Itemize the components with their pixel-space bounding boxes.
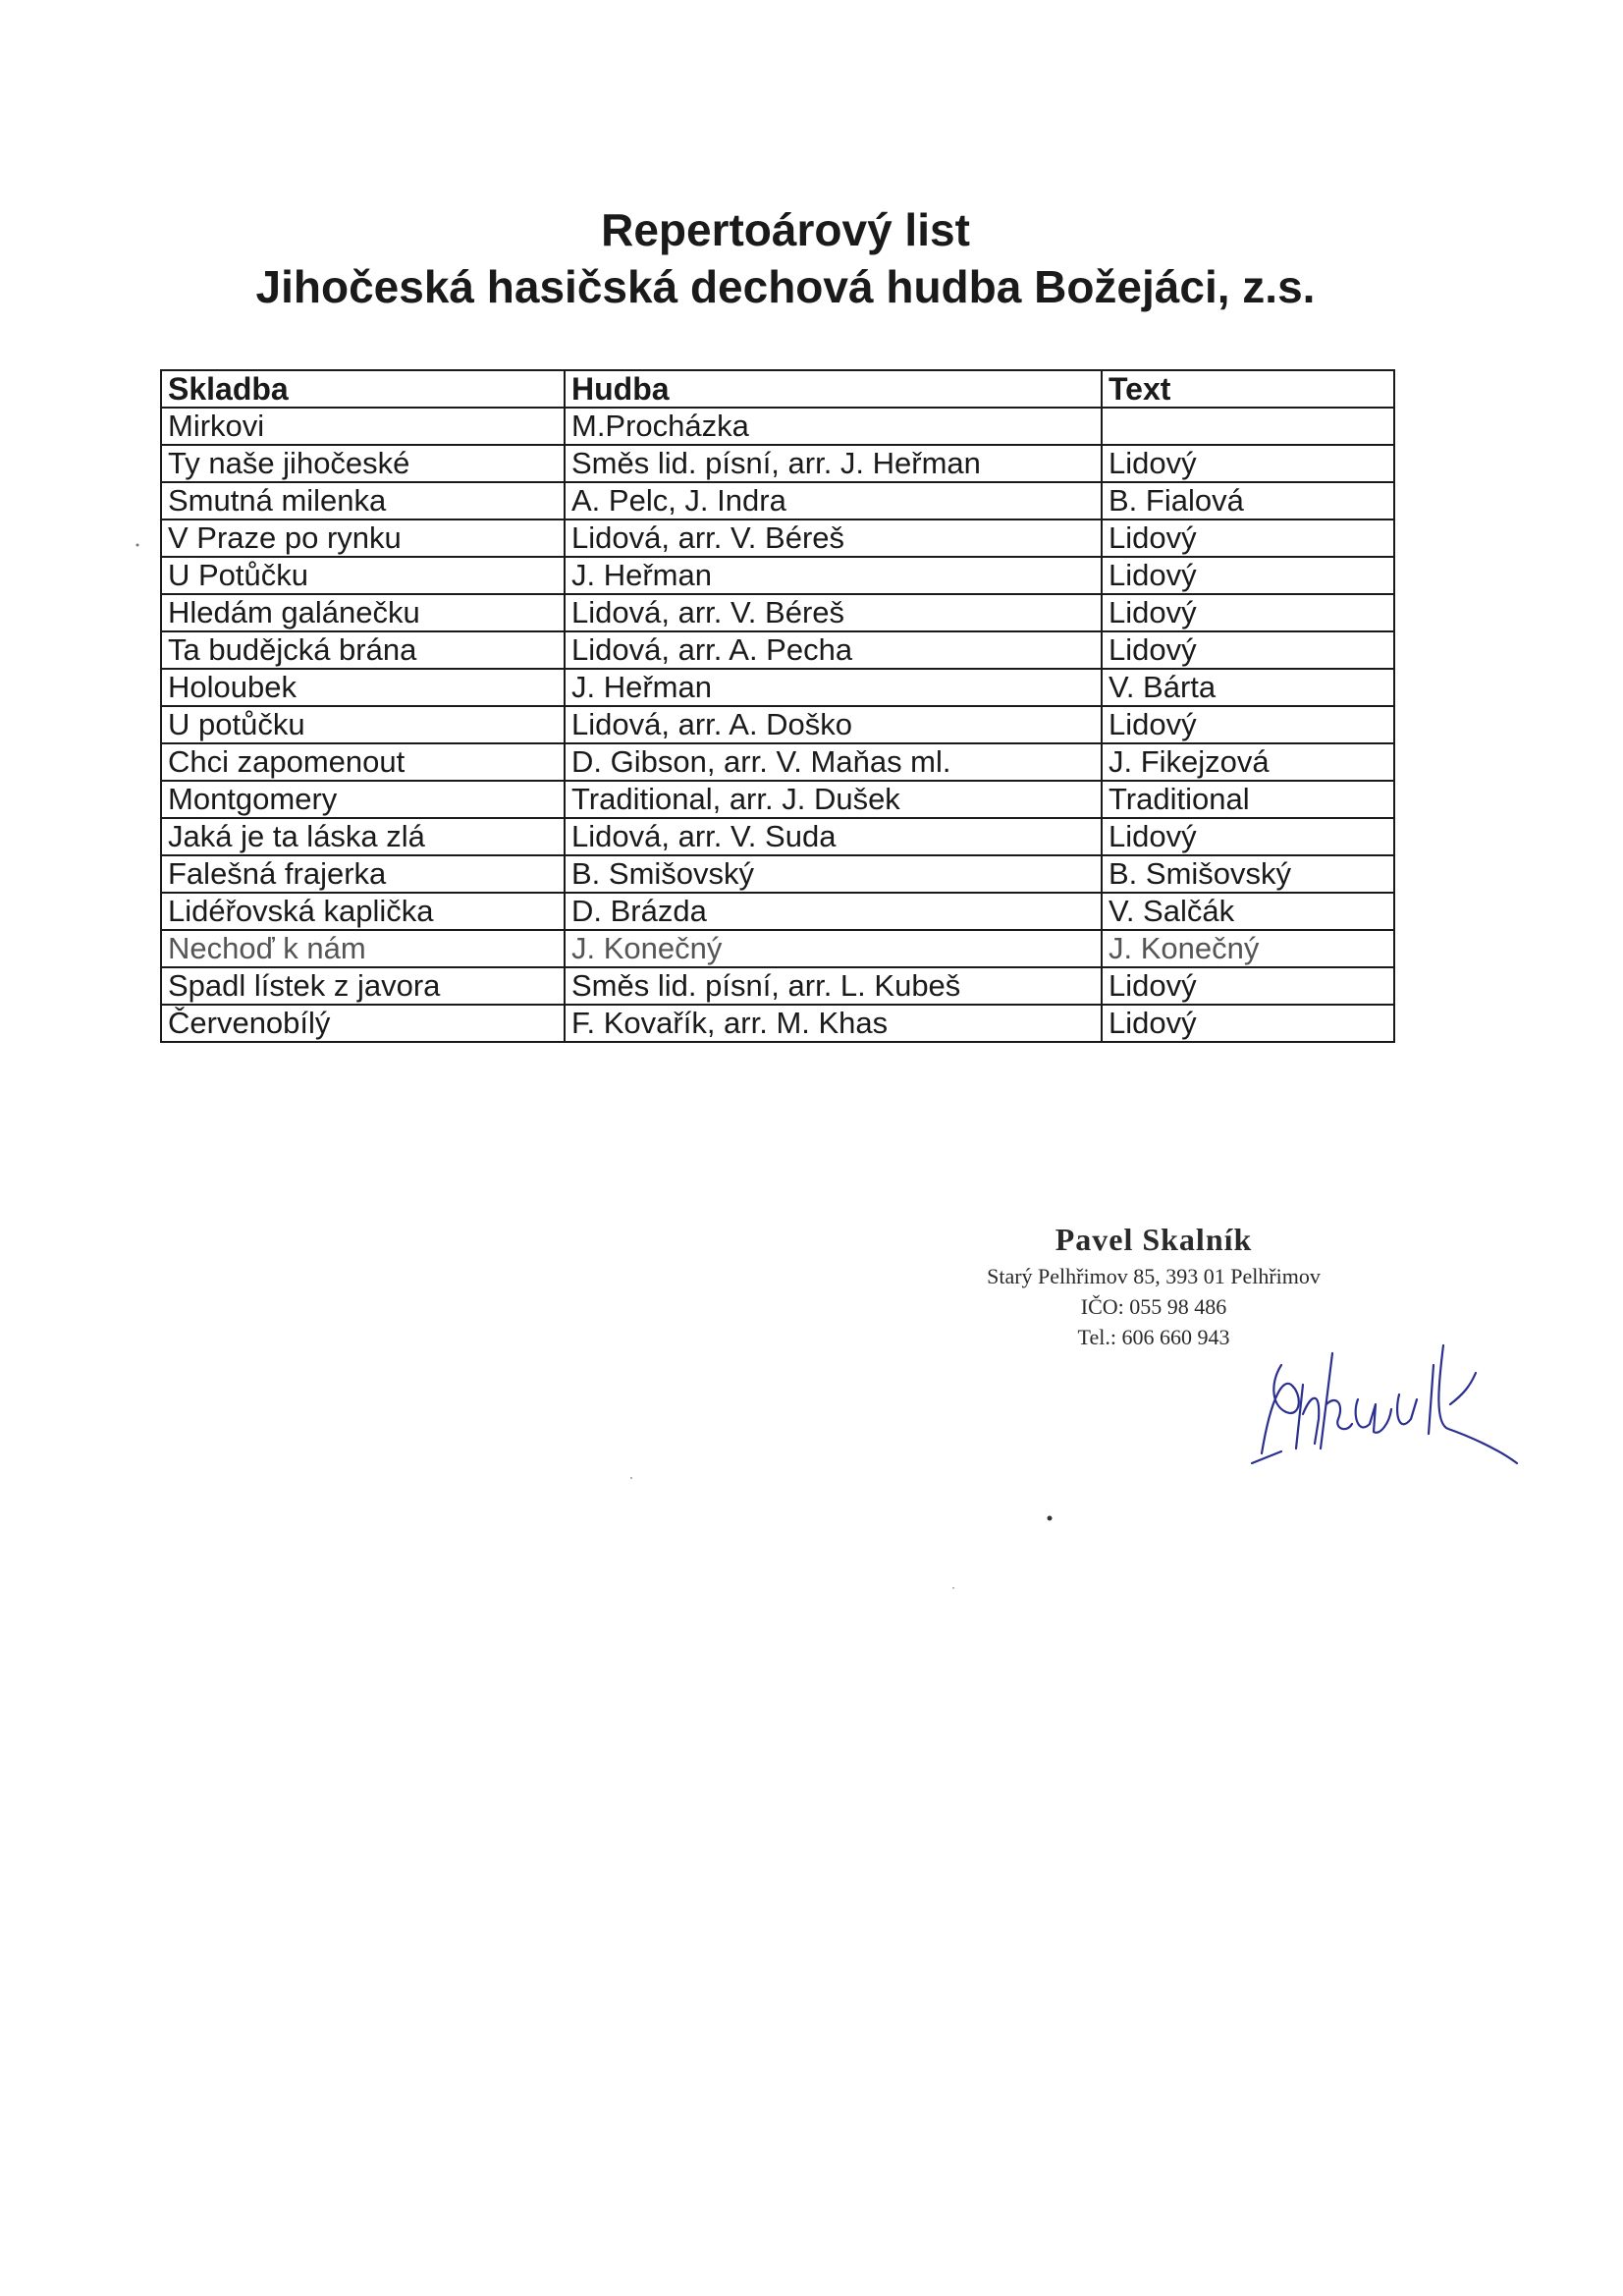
cell-skladba: Červenobílý	[161, 1005, 565, 1042]
cell-skladba: Mirkovi	[161, 408, 565, 445]
table-row	[161, 1005, 1394, 1042]
contact-address: Starý Pelhřimov 85, 393 01 Pelhřimov	[987, 1264, 1321, 1288]
table-row	[161, 967, 1394, 1005]
repertoire-table	[160, 369, 1395, 1043]
cell-hudba: D. Brázda	[565, 893, 1102, 930]
cell-text: Lidový	[1102, 445, 1394, 482]
cell-text: Lidový	[1102, 706, 1394, 743]
document-title	[0, 201, 1571, 315]
table-row	[161, 519, 1394, 557]
cell-skladba: Nechoď k nám	[161, 930, 565, 967]
cell-hudba: A. Pelc, J. Indra	[565, 482, 1102, 519]
cell-skladba: Montgomery	[161, 781, 565, 818]
cell-hudba: J. Heřman	[565, 557, 1102, 594]
handwritten-signature	[1242, 1326, 1537, 1473]
table-row	[161, 408, 1394, 445]
table-row	[161, 669, 1394, 706]
header-hudba: Hudba	[565, 370, 1102, 408]
cell-text: Lidový	[1102, 1005, 1394, 1042]
cell-text: Lidový	[1102, 519, 1394, 557]
cell-hudba: Lidová, arr. V. Suda	[565, 818, 1102, 855]
table-row	[161, 930, 1394, 967]
cell-skladba: Smutná milenka	[161, 482, 565, 519]
table-row	[161, 743, 1394, 781]
cell-skladba: Holoubek	[161, 669, 565, 706]
contact-name: Pavel Skalník	[1055, 1222, 1253, 1257]
cell-skladba: Spadl lístek z javora	[161, 967, 565, 1005]
cell-text: Lidový	[1102, 818, 1394, 855]
cell-text: V. Salčák	[1102, 893, 1394, 930]
cell-text: V. Bárta	[1102, 669, 1394, 706]
cell-text: B. Smišovský	[1102, 855, 1394, 893]
cell-text: Lidový	[1102, 967, 1394, 1005]
cell-hudba: Směs lid. písní, arr. J. Heřman	[565, 445, 1102, 482]
cell-hudba: Směs lid. písní, arr. L. Kubeš	[565, 967, 1102, 1005]
cell-hudba: Lidová, arr. A. Pecha	[565, 631, 1102, 669]
cell-skladba: U potůčku	[161, 706, 565, 743]
cell-skladba: Ty naše jihočeské	[161, 445, 565, 482]
table-row	[161, 781, 1394, 818]
cell-hudba: J. Heřman	[565, 669, 1102, 706]
title-line-2: Jihočeská hasičská dechová hudba Božejáci, z.s.	[255, 261, 1316, 312]
header-skladba: Skladba	[161, 370, 565, 408]
cell-text: B. Fialová	[1102, 482, 1394, 519]
cell-text: Lidový	[1102, 631, 1394, 669]
title-line-1: Repertoárový list	[601, 204, 970, 255]
cell-hudba: D. Gibson, arr. V. Maňas ml.	[565, 743, 1102, 781]
cell-hudba: Lidová, arr. V. Béreš	[565, 594, 1102, 631]
cell-hudba: B. Smišovský	[565, 855, 1102, 893]
table-header-row	[161, 370, 1394, 408]
contact-ico: IČO: 055 98 486	[1080, 1294, 1227, 1319]
cell-text: J. Konečný	[1102, 930, 1394, 967]
cell-hudba: Lidová, arr. V. Béreš	[565, 519, 1102, 557]
cell-skladba: Chci zapomenout	[161, 743, 565, 781]
cell-skladba: Falešná frajerka	[161, 855, 565, 893]
table-row	[161, 855, 1394, 893]
cell-skladba: Hledám galánečku	[161, 594, 565, 631]
repertoire-table-container	[160, 369, 1395, 1043]
cell-hudba: Traditional, arr. J. Dušek	[565, 781, 1102, 818]
cell-hudba: M.Procházka	[565, 408, 1102, 445]
cell-skladba: Jaká je ta láska zlá	[161, 818, 565, 855]
cell-text: J. Fikejzová	[1102, 743, 1394, 781]
cell-skladba: Ta budějcká brána	[161, 631, 565, 669]
table-row	[161, 818, 1394, 855]
cell-hudba: J. Konečný	[565, 930, 1102, 967]
table-row	[161, 706, 1394, 743]
table-row	[161, 445, 1394, 482]
cell-text: Lidový	[1102, 557, 1394, 594]
table-row	[161, 557, 1394, 594]
cell-text: Lidový	[1102, 594, 1394, 631]
cell-hudba: F. Kovařík, arr. M. Khas	[565, 1005, 1102, 1042]
cell-skladba: U Potůčku	[161, 557, 565, 594]
cell-hudba: Lidová, arr. A. Doško	[565, 706, 1102, 743]
table-row	[161, 594, 1394, 631]
header-text: Text	[1102, 370, 1394, 408]
cell-text: Traditional	[1102, 781, 1394, 818]
signature-strokes	[1252, 1345, 1517, 1463]
table-row	[161, 631, 1394, 669]
cell-text	[1102, 408, 1394, 445]
cell-skladba: Lidéřovská kaplička	[161, 893, 565, 930]
cell-skladba: V Praze po rynku	[161, 519, 565, 557]
table-row	[161, 482, 1394, 519]
table-row	[161, 893, 1394, 930]
contact-phone: Tel.: 606 660 943	[1077, 1325, 1230, 1349]
